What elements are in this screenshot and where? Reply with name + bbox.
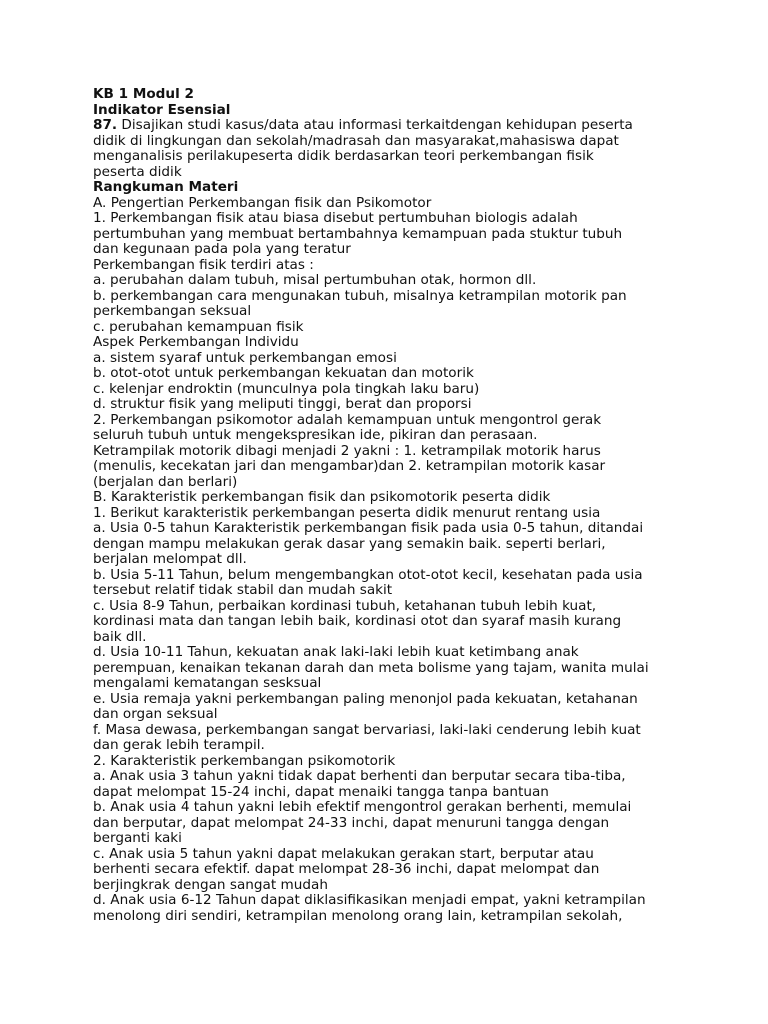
body-line: perkembangan seksual [93,303,252,319]
body-line: a. sistem syaraf untuk perkembangan emosi [93,349,397,366]
body-line: 2. Karakteristik perkembangan psikomotorik [93,752,396,769]
indicator-heading: Indikator Esensial [93,101,231,118]
body-line: B. Karakteristik perkembangan fisik dan psikomotorik peserta didik [93,489,551,505]
body-line: berganti kaki [93,830,182,846]
indicator-line [93,118,693,134]
body-line: (menulis, kecekatan jari dan mengambar)dan 2. ketrampilan motorik kasar [93,458,606,474]
body-line: Perkembangan fisik terdiri atas : [93,256,314,273]
body-line: seluruh tubuh untuk mengekspresikan ide, pikiran dan perasaan. [93,427,538,443]
body-line: berjalan melompat dll. [93,551,247,567]
body-line: 2. Perkembangan psikomotor adalah kemampuan untuk mengontrol gerak [93,411,602,428]
body-line: d. struktur fisik yang meliputi tinggi, berat dan proporsi [93,396,472,412]
body-line: berjingkrak dengan sangat mudah [93,876,328,893]
body-line: b. perkembangan cara mengunakan tubuh, misalnya ketrampilan motorik pan [93,287,627,304]
body-line: c. Anak usia 5 tahun yakni dapat melakukan gerakan start, berputar atau [93,845,594,862]
body-line: mengalami kematangan sesksual [93,675,322,691]
body-line: (berjalan dan berlari) [93,473,238,490]
body-line: dan organ seksual [93,706,218,722]
body-line: kordinasi mata dan tangan lebih baik, kordinasi otot dan syaraf masih kurang [93,613,622,629]
body-line: berhenti secara efektif. dapat melompat 28-36 inchi, dapat melompat dan [93,861,600,877]
indicator-line: peserta didik [93,163,182,180]
body-line: pertumbuhan yang membuat bertambahnya kemampuan pada stuktur tubuh [93,225,623,242]
body-line: dan berputar, dapat melompat 24-33 inchi, dapat menuruni tangga dengan [93,814,610,831]
module-title: KB 1 Modul 2 [93,86,194,102]
body-line: b. Anak usia 4 tahun yakni lebih efektif mengontrol gerakan berhenti, memulai [93,799,632,815]
indicator-line: menganalisis perilakupeserta didik berdasarkan teori perkembangan fisik [93,148,594,164]
body-line: dapat melompat 15-24 inchi, dapat menaiki tangga tanpa bantuan [93,783,549,800]
indicator-text: Disajikan studi kasus/data atau informasi terkaitdengan kehidupan peserta [117,117,633,133]
document-page [93,87,693,924]
body-line: menolong diri sendiri, ketrampilan menolong orang lain, ketrampilan sekolah, [93,907,623,924]
body-line: a. perubahan dalam tubuh, misal pertumbuhan otak, hormon dll. [93,272,537,288]
summary-body [93,196,693,925]
body-line: 1. Perkembangan fisik atau biasa disebut pertumbuhan biologis adalah [93,210,578,226]
summary-heading: Rangkuman Materi [93,179,239,195]
body-line: perempuan, kenaikan tekanan darah dan meta bolisme yang tajam, wanita mulai [93,659,649,676]
body-line: f. Masa dewasa, perkembangan sangat bervariasi, laki-laki cenderung lebih kuat [93,721,641,738]
body-line: dengan mampu melakukan gerak dasar yang semakin baik. seperti berlari, [93,535,606,552]
body-line: c. kelenjar endroktin (munculnya pola tingkah laku baru) [93,380,480,397]
body-line: c. perubahan kemampuan fisik [93,318,304,335]
indicator-line: didik di lingkungan dan sekolah/madrasah dan masyarakat,mahasiswa dapat [93,132,619,149]
body-line: b. otot-otot untuk perkembangan kekuatan dan motorik [93,365,474,381]
body-line: dan gerak lebih terampil. [93,737,265,753]
body-line: A. Pengertian Perkembangan fisik dan Psikomotor [93,194,432,211]
body-line: dan kegunaan pada pola yang teratur [93,241,351,257]
body-line: b. Usia 5-11 Tahun, belum mengembangkan otot-otot kecil, kesehatan pada usia [93,566,643,583]
body-line: Aspek Perkembangan Individu [93,334,299,350]
body-line: a. Anak usia 3 tahun yakni tidak dapat berhenti dan berputar secara tiba-tiba, [93,768,626,784]
body-line: Ketrampilak motorik dibagi menjadi 2 yakni : 1. ketrampilak motorik harus [93,442,601,459]
indicator-number: 87. [93,117,118,133]
body-line: d. Anak usia 6-12 Tahun dapat diklasifikasikan menjadi empat, yakni ketrampilan [93,892,646,908]
body-line: c. Usia 8-9 Tahun, perbaikan kordinasi tubuh, ketahanan tubuh lebih kuat, [93,597,597,614]
body-line: d. Usia 10-11 Tahun, kekuatan anak laki-laki lebih kuat ketimbang anak [93,644,579,660]
body-line: a. Usia 0-5 tahun Karakteristik perkembangan fisik pada usia 0-5 tahun, ditandai [93,520,644,536]
body-line: 1. Berikut karakteristik perkembangan peserta didik menurut rentang usia [93,504,601,521]
body-line: baik dll. [93,628,147,645]
body-line: e. Usia remaja yakni perkembangan paling menonjol pada kekuatan, ketahanan [93,690,638,707]
body-line: tersebut relatif tidak stabil dan mudah sakit [93,582,393,598]
